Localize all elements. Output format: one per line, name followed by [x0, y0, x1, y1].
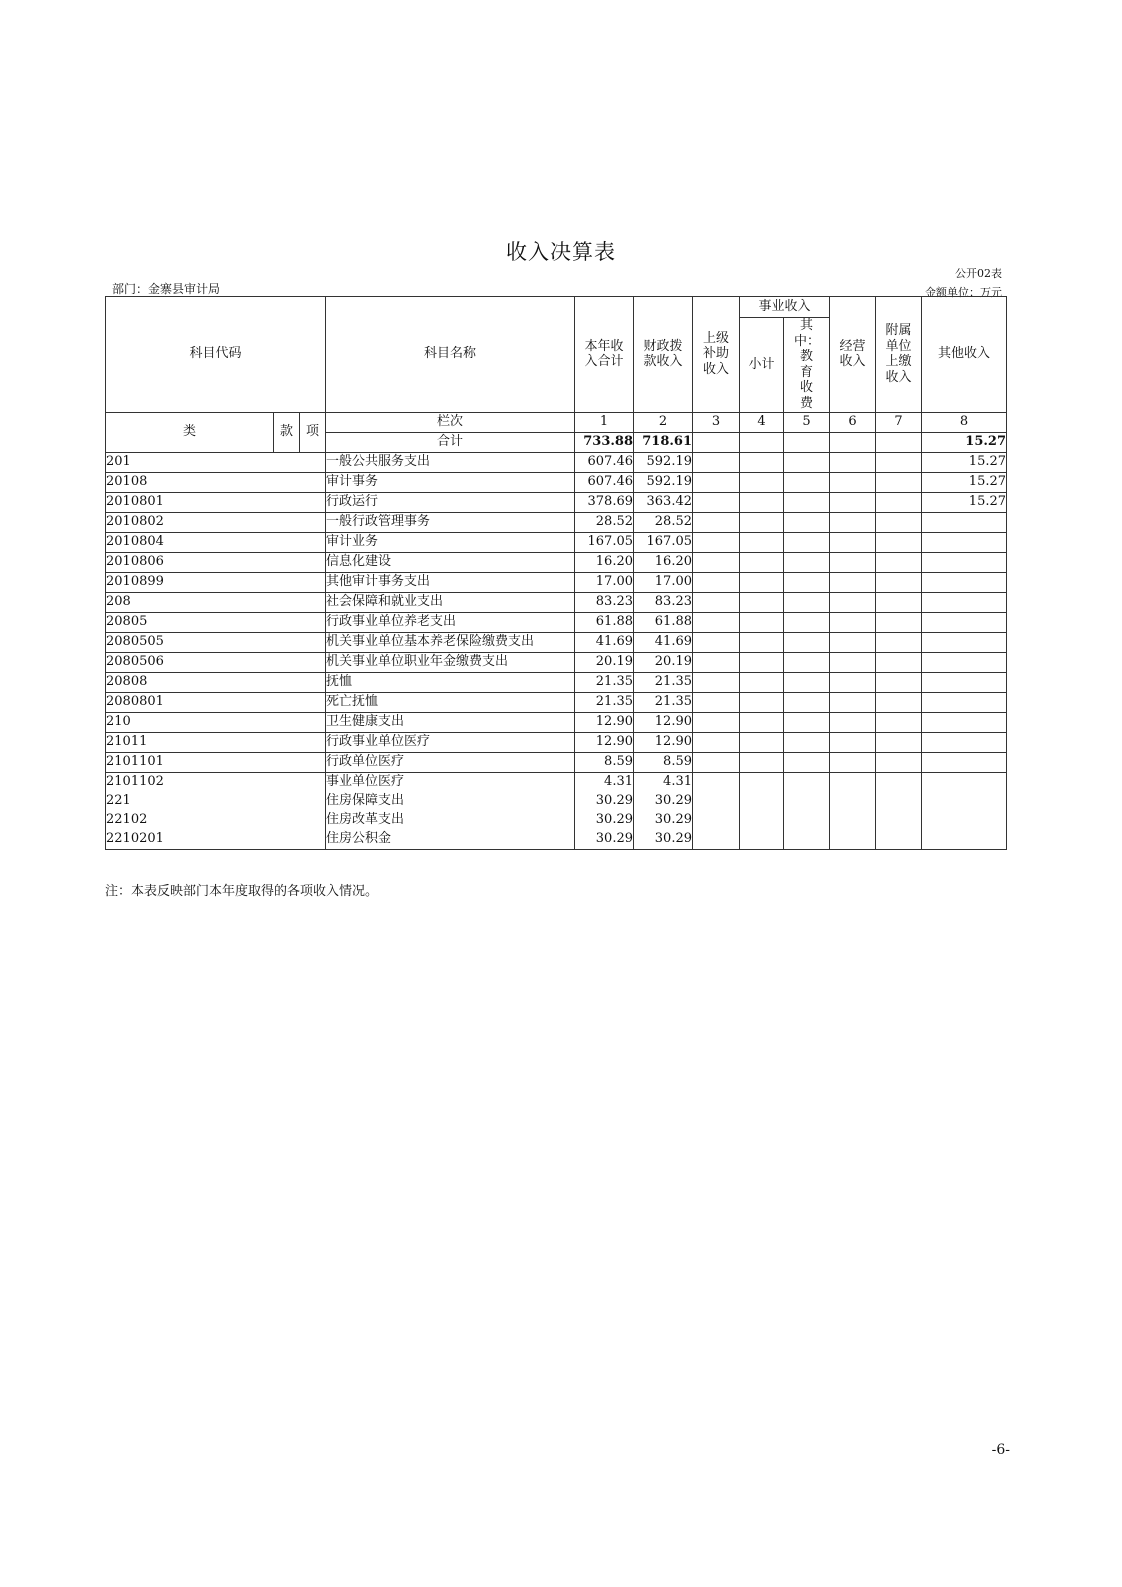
row-business-subtotal — [740, 452, 784, 472]
table-row — [106, 612, 1007, 632]
row-education — [784, 652, 830, 672]
row-fiscal: 61.88 — [634, 612, 693, 632]
row-name: 其他审计事务支出 — [326, 572, 575, 592]
row-business-subtotal — [740, 472, 784, 492]
row-fiscal: 20.19 — [634, 652, 693, 672]
row-superior — [693, 792, 740, 811]
row-name: 行政事业单位养老支出 — [326, 612, 575, 632]
row-superior — [693, 512, 740, 532]
row-fiscal: 12.90 — [634, 732, 693, 752]
row-superior — [693, 572, 740, 592]
row-other: 15.27 — [922, 452, 1007, 472]
row-code: 2080505 — [106, 632, 326, 652]
row-fiscal: 83.23 — [634, 592, 693, 612]
row-other — [922, 830, 1007, 850]
row-name: 社会保障和就业支出 — [326, 592, 575, 612]
row-code: 2010802 — [106, 512, 326, 532]
table-row — [106, 632, 1007, 652]
row-business-subtotal — [740, 532, 784, 552]
row-operating — [830, 752, 876, 772]
row-other — [922, 752, 1007, 772]
row-total: 30.29 — [575, 830, 634, 850]
row-other — [922, 512, 1007, 532]
row-other — [922, 632, 1007, 652]
row-name: 住房保障支出 — [326, 792, 575, 811]
row-other: 15.27 — [922, 472, 1007, 492]
row-education — [784, 732, 830, 752]
row-fiscal: 592.19 — [634, 452, 693, 472]
table-row — [106, 672, 1007, 692]
row-other — [922, 772, 1007, 792]
col-num-2: 2 — [634, 412, 693, 432]
header-kuan: 款 — [274, 412, 300, 452]
row-code: 2010801 — [106, 492, 326, 512]
row-fiscal: 30.29 — [634, 830, 693, 850]
header-lanci: 栏次 — [326, 412, 575, 432]
table-row — [106, 772, 1007, 792]
row-name: 住房公积金 — [326, 830, 575, 850]
income-table — [105, 296, 1007, 850]
row-education — [784, 772, 830, 792]
row-code: 20808 — [106, 672, 326, 692]
row-superior — [693, 752, 740, 772]
row-name: 行政单位医疗 — [326, 752, 575, 772]
row-business-subtotal — [740, 592, 784, 612]
row-total: 61.88 — [575, 612, 634, 632]
row-operating — [830, 672, 876, 692]
row-total: 12.90 — [575, 732, 634, 752]
row-total: 16.20 — [575, 552, 634, 572]
row-other — [922, 712, 1007, 732]
row-education — [784, 572, 830, 592]
row-affiliated — [876, 712, 922, 732]
row-affiliated — [876, 572, 922, 592]
row-superior — [693, 472, 740, 492]
header-subject-name: 科目名称 — [326, 297, 575, 413]
col-num-5: 5 — [784, 412, 830, 432]
row-name: 死亡抚恤 — [326, 692, 575, 712]
row-fiscal: 17.00 — [634, 572, 693, 592]
unit-label: 金额单位：万元 — [925, 286, 1002, 299]
row-operating — [830, 712, 876, 732]
row-education — [784, 752, 830, 772]
row-operating — [830, 472, 876, 492]
row-total: 607.46 — [575, 452, 634, 472]
row-total: 21.35 — [575, 672, 634, 692]
row-fiscal: 21.35 — [634, 672, 693, 692]
table-row — [106, 732, 1007, 752]
row-education — [784, 672, 830, 692]
row-other — [922, 732, 1007, 752]
row-name: 行政运行 — [326, 492, 575, 512]
table-row — [106, 552, 1007, 572]
row-fiscal: 8.59 — [634, 752, 693, 772]
row-superior — [693, 632, 740, 652]
row-fiscal: 363.42 — [634, 492, 693, 512]
row-total: 41.69 — [575, 632, 634, 652]
row-fiscal: 592.19 — [634, 472, 693, 492]
row-business-subtotal — [740, 552, 784, 572]
row-other: 15.27 — [922, 492, 1007, 512]
department-label: 部门：金寨县审计局 — [112, 282, 221, 296]
row-education — [784, 811, 830, 830]
row-superior — [693, 612, 740, 632]
row-fiscal: 12.90 — [634, 712, 693, 732]
row-affiliated — [876, 772, 922, 792]
row-name: 住房改革支出 — [326, 811, 575, 830]
total-fiscal: 718.61 — [634, 432, 693, 452]
table-note: 注：本表反映部门本年度取得的各项收入情况。 — [105, 884, 379, 899]
row-code: 20805 — [106, 612, 326, 632]
row-total: 12.90 — [575, 712, 634, 732]
row-code: 201 — [106, 452, 326, 472]
row-affiliated — [876, 492, 922, 512]
row-education — [784, 592, 830, 612]
col-num-7: 7 — [876, 412, 922, 432]
page-number: -6- — [991, 1442, 1010, 1458]
row-total: 607.46 — [575, 472, 634, 492]
row-operating — [830, 732, 876, 752]
header-subtotal: 小计 — [740, 318, 784, 413]
header-affiliated: 附属单位上缴收入 — [876, 297, 922, 413]
row-business-subtotal — [740, 512, 784, 532]
row-education — [784, 472, 830, 492]
row-superior — [693, 712, 740, 732]
row-code: 2210201 — [106, 830, 326, 850]
row-affiliated — [876, 552, 922, 572]
table-row — [106, 492, 1007, 512]
row-other — [922, 692, 1007, 712]
row-business-subtotal — [740, 732, 784, 752]
row-superior — [693, 830, 740, 850]
form-code: 公开02表 — [955, 267, 1002, 280]
row-name: 审计事务 — [326, 472, 575, 492]
row-fiscal: 21.35 — [634, 692, 693, 712]
row-code: 2010806 — [106, 552, 326, 572]
table-row — [106, 472, 1007, 492]
row-code: 2080801 — [106, 692, 326, 712]
row-operating — [830, 592, 876, 612]
row-education — [784, 612, 830, 632]
header-fiscal: 财政拨款收入 — [634, 297, 693, 413]
row-name: 抚恤 — [326, 672, 575, 692]
table-row — [106, 592, 1007, 612]
row-code: 22102 — [106, 811, 326, 830]
row-operating — [830, 552, 876, 572]
row-superior — [693, 692, 740, 712]
row-business-subtotal — [740, 712, 784, 732]
row-code: 2080506 — [106, 652, 326, 672]
row-business-subtotal — [740, 492, 784, 512]
table-row — [106, 452, 1007, 472]
row-fiscal: 30.29 — [634, 792, 693, 811]
row-operating — [830, 772, 876, 792]
row-total: 30.29 — [575, 811, 634, 830]
row-total: 21.35 — [575, 692, 634, 712]
row-business-subtotal — [740, 772, 784, 792]
row-education — [784, 532, 830, 552]
row-affiliated — [876, 732, 922, 752]
row-education — [784, 552, 830, 572]
table-row — [106, 692, 1007, 712]
row-operating — [830, 811, 876, 830]
row-operating — [830, 612, 876, 632]
row-name: 机关事业单位基本养老保险缴费支出 — [326, 632, 575, 652]
row-operating — [830, 652, 876, 672]
row-superior — [693, 811, 740, 830]
table-row — [106, 572, 1007, 592]
row-affiliated — [876, 452, 922, 472]
row-operating — [830, 532, 876, 552]
row-name: 卫生健康支出 — [326, 712, 575, 732]
header-xiang: 项 — [300, 412, 326, 452]
row-name: 审计业务 — [326, 532, 575, 552]
row-affiliated — [876, 830, 922, 850]
row-affiliated — [876, 652, 922, 672]
col-num-3: 3 — [693, 412, 740, 432]
row-code: 221 — [106, 792, 326, 811]
row-other — [922, 811, 1007, 830]
row-affiliated — [876, 632, 922, 652]
col-num-6: 6 — [830, 412, 876, 432]
row-superior — [693, 532, 740, 552]
row-business-subtotal — [740, 632, 784, 652]
header-operating: 经营收入 — [830, 297, 876, 413]
table-row — [106, 712, 1007, 732]
row-education — [784, 830, 830, 850]
row-affiliated — [876, 752, 922, 772]
row-other — [922, 552, 1007, 572]
row-affiliated — [876, 792, 922, 811]
row-name: 一般行政管理事务 — [326, 512, 575, 532]
row-other — [922, 792, 1007, 811]
total-amount: 733.88 — [575, 432, 634, 452]
row-operating — [830, 792, 876, 811]
row-business-subtotal — [740, 752, 784, 772]
row-superior — [693, 672, 740, 692]
row-operating — [830, 452, 876, 472]
row-affiliated — [876, 472, 922, 492]
row-business-subtotal — [740, 811, 784, 830]
row-total: 20.19 — [575, 652, 634, 672]
row-total: 83.23 — [575, 592, 634, 612]
row-operating — [830, 632, 876, 652]
row-education — [784, 632, 830, 652]
row-code: 21011 — [106, 732, 326, 752]
row-fiscal: 167.05 — [634, 532, 693, 552]
table-row — [106, 811, 1007, 830]
row-affiliated — [876, 512, 922, 532]
row-other — [922, 532, 1007, 552]
table-row — [106, 532, 1007, 552]
row-operating — [830, 512, 876, 532]
row-superior — [693, 592, 740, 612]
row-code: 2010804 — [106, 532, 326, 552]
header-business: 事业收入 — [740, 297, 830, 318]
row-other — [922, 572, 1007, 592]
row-business-subtotal — [740, 692, 784, 712]
header-education: 其中：教育收费 — [784, 318, 830, 413]
row-superior — [693, 492, 740, 512]
row-superior — [693, 552, 740, 572]
row-other — [922, 652, 1007, 672]
row-affiliated — [876, 612, 922, 632]
col-num-1: 1 — [575, 412, 634, 432]
row-affiliated — [876, 532, 922, 552]
row-total: 30.29 — [575, 792, 634, 811]
row-total: 167.05 — [575, 532, 634, 552]
row-superior — [693, 772, 740, 792]
row-total: 17.00 — [575, 572, 634, 592]
row-fiscal: 28.52 — [634, 512, 693, 532]
row-superior — [693, 452, 740, 472]
row-affiliated — [876, 592, 922, 612]
col-num-8: 8 — [922, 412, 1007, 432]
row-total: 378.69 — [575, 492, 634, 512]
row-education — [784, 712, 830, 732]
row-business-subtotal — [740, 792, 784, 811]
row-business-subtotal — [740, 672, 784, 692]
row-name: 信息化建设 — [326, 552, 575, 572]
row-name: 事业单位医疗 — [326, 772, 575, 792]
total-other: 15.27 — [922, 432, 1007, 452]
row-education — [784, 452, 830, 472]
row-education — [784, 692, 830, 712]
row-code: 2101102 — [106, 772, 326, 792]
header-superior: 上级补助收入 — [693, 297, 740, 413]
row-operating — [830, 830, 876, 850]
row-business-subtotal — [740, 612, 784, 632]
row-total: 4.31 — [575, 772, 634, 792]
row-name: 行政事业单位医疗 — [326, 732, 575, 752]
row-code: 208 — [106, 592, 326, 612]
row-fiscal: 30.29 — [634, 811, 693, 830]
header-lei: 类 — [106, 412, 274, 452]
row-education — [784, 492, 830, 512]
total-label: 合计 — [326, 432, 575, 452]
row-code: 2101101 — [106, 752, 326, 772]
row-superior — [693, 732, 740, 752]
row-other — [922, 592, 1007, 612]
row-business-subtotal — [740, 572, 784, 592]
row-affiliated — [876, 672, 922, 692]
row-business-subtotal — [740, 652, 784, 672]
page-title: 收入决算表 — [506, 240, 616, 264]
row-fiscal: 41.69 — [634, 632, 693, 652]
header-total: 本年收入合计 — [575, 297, 634, 413]
row-fiscal: 16.20 — [634, 552, 693, 572]
table-row — [106, 792, 1007, 811]
table-row — [106, 752, 1007, 772]
row-operating — [830, 492, 876, 512]
row-code: 20108 — [106, 472, 326, 492]
row-code: 2010899 — [106, 572, 326, 592]
row-education — [784, 512, 830, 532]
header-subject-code: 科目代码 — [106, 297, 326, 413]
row-other — [922, 672, 1007, 692]
row-operating — [830, 692, 876, 712]
table-row — [106, 512, 1007, 532]
row-total: 28.52 — [575, 512, 634, 532]
row-education — [784, 792, 830, 811]
header-other: 其他收入 — [922, 297, 1007, 413]
row-total: 8.59 — [575, 752, 634, 772]
row-superior — [693, 652, 740, 672]
table-row — [106, 652, 1007, 672]
row-business-subtotal — [740, 830, 784, 850]
row-name: 一般公共服务支出 — [326, 452, 575, 472]
col-num-4: 4 — [740, 412, 784, 432]
row-code: 210 — [106, 712, 326, 732]
table-row — [106, 830, 1007, 850]
row-name: 机关事业单位职业年金缴费支出 — [326, 652, 575, 672]
row-affiliated — [876, 811, 922, 830]
row-operating — [830, 572, 876, 592]
row-other — [922, 612, 1007, 632]
row-fiscal: 4.31 — [634, 772, 693, 792]
row-affiliated — [876, 692, 922, 712]
